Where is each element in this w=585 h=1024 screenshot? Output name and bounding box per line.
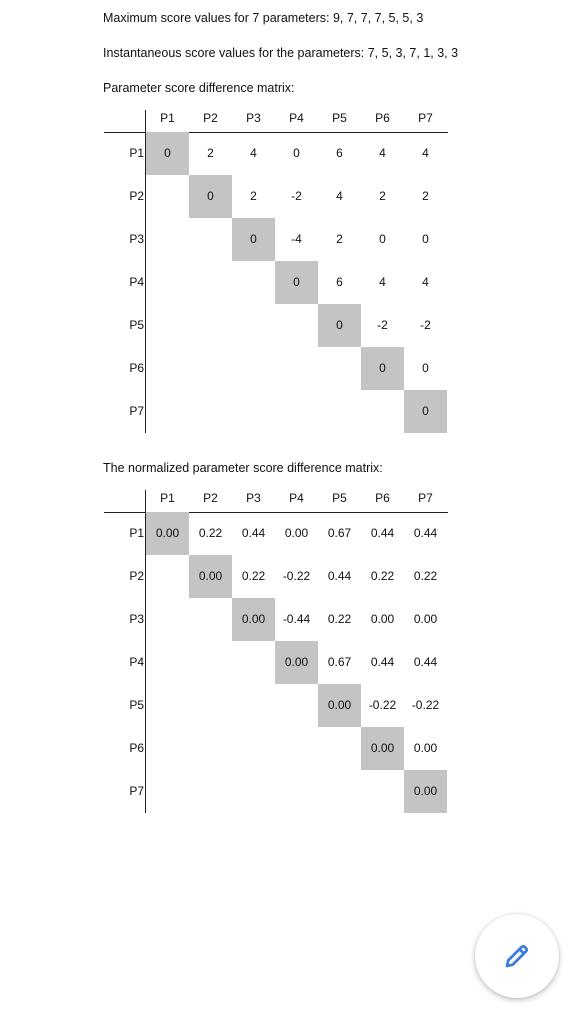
matrix-cell: 0.44 [327,569,352,583]
matrix-cell: -4 [291,232,302,246]
matrix-cell: 0.44 [413,655,438,669]
column-header: P1 [160,111,175,125]
row-header: P6 [129,361,144,375]
column-header: P7 [418,111,433,125]
row-header: P6 [129,741,144,755]
diagonal-cell: 0.00 [318,684,361,727]
diagonal-cell: 0 [318,304,361,347]
matrix-cell: 2 [207,146,214,160]
matrix-cell: -0.22 [282,569,311,583]
column-header: P7 [418,491,433,505]
matrix-cell: 0.22 [198,526,223,540]
diagonal-cell: 0.00 [275,641,318,684]
diagonal-cell: 0.00 [146,512,189,555]
matrix-cell: 4 [379,146,386,160]
matrix-cell: 0.00 [284,526,309,540]
matrix-cell: 0.22 [327,612,352,626]
diagonal-cell: 0 [146,132,189,175]
matrix-cell: 0.44 [370,526,395,540]
diagonal-cell: 0.00 [404,770,447,813]
row-header: P1 [129,146,144,160]
row-header: P3 [129,232,144,246]
diagonal-cell: 0 [275,261,318,304]
matrix-cell: 0.67 [327,655,352,669]
matrix-cell: 0.00 [413,612,438,626]
row-header: P2 [129,189,144,203]
matrix-cell: 4 [336,189,343,203]
matrix-cell: 0 [422,232,429,246]
matrix-cell: 2 [250,189,257,203]
diagonal-cell: 0.00 [361,727,404,770]
column-header: P6 [375,111,390,125]
matrix-cell: 0.44 [413,526,438,540]
matrix-cell: -0.22 [368,698,397,712]
matrix-cell: 2 [379,189,386,203]
column-header: P4 [289,491,304,505]
column-header: P6 [375,491,390,505]
matrix-cell: 4 [250,146,257,160]
matrix-cell: 0.44 [370,655,395,669]
row-header: P4 [129,275,144,289]
column-header: P2 [203,491,218,505]
matrix-cell: 6 [336,275,343,289]
matrix-cell: 0.44 [241,526,266,540]
matrix-cell: 0.00 [370,612,395,626]
matrix-cell: 0 [379,232,386,246]
diagonal-cell: 0 [232,218,275,261]
row-header: P2 [129,569,144,583]
diagonal-cell: 0 [361,347,404,390]
normalized-matrix-heading: The normalized parameter score difference matrix: [103,461,383,475]
matrix-cell: 6 [336,146,343,160]
matrix-cell: -0.22 [411,698,440,712]
matrix-cell: -2 [420,318,431,332]
pencil-icon [502,941,532,971]
column-header: P4 [289,111,304,125]
matrix-cell: 0.22 [413,569,438,583]
column-header: P2 [203,111,218,125]
diagonal-cell: 0.00 [189,555,232,598]
matrix-cell: 0 [422,361,429,375]
column-header: P5 [332,491,347,505]
max-score-values-text: Maximum score values for 7 parameters: 9, 7, 7, 7, 5, 5, 3 [103,11,424,25]
column-header: P5 [332,111,347,125]
matrix-cell: 0 [293,146,300,160]
matrix-cell: 4 [422,146,429,160]
row-header: P5 [129,698,144,712]
column-header: P3 [246,491,261,505]
matrix-cell: -2 [377,318,388,332]
row-header: P1 [129,526,144,540]
diagonal-cell: 0 [404,390,447,433]
diagonal-cell: 0.00 [232,598,275,641]
matrix-cell: 0.22 [241,569,266,583]
column-header: P3 [246,111,261,125]
matrix-cell: -2 [291,189,302,203]
matrix-cell: 2 [336,232,343,246]
matrix-cell: 0.22 [370,569,395,583]
row-header: P5 [129,318,144,332]
row-header: P7 [129,784,144,798]
difference-matrix-heading: Parameter score difference matrix: [103,81,295,95]
row-header: P4 [129,655,144,669]
matrix-cell: -0.44 [282,612,311,626]
matrix-cell: 2 [422,189,429,203]
matrix-cell: 4 [379,275,386,289]
row-header: P3 [129,612,144,626]
instantaneous-score-values-text: Instantaneous score values for the parameters: 7, 5, 3, 7, 1, 3, 3 [103,46,459,60]
matrix-cell: 4 [422,275,429,289]
matrix-cell: 0.67 [327,526,352,540]
column-header: P1 [160,491,175,505]
row-header: P7 [129,404,144,418]
edit-fab-button[interactable] [475,914,559,998]
matrix-cell: 0.00 [413,741,438,755]
diagonal-cell: 0 [189,175,232,218]
